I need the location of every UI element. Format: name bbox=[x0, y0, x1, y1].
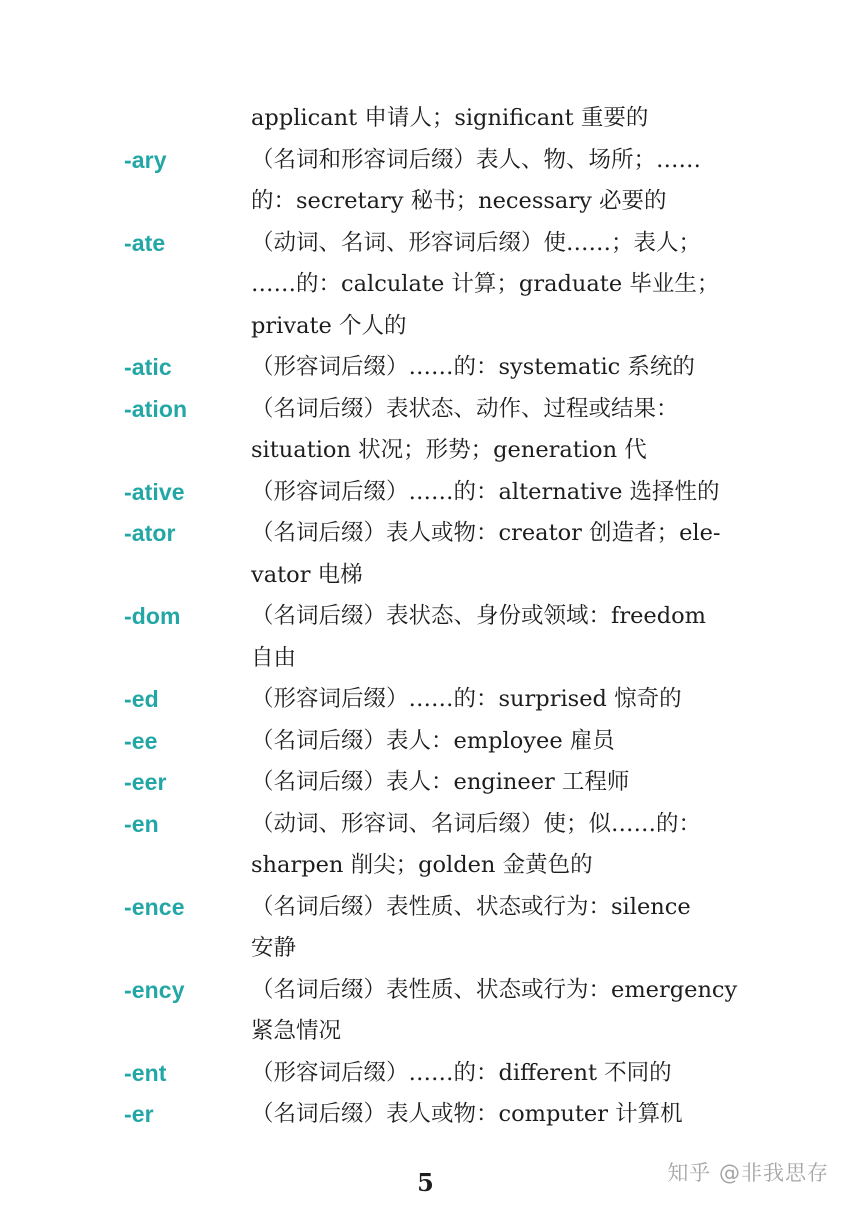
definition-line: （名词后缀）表人或物：creator 创造者；ele- bbox=[251, 520, 721, 546]
definition-line: 自由 bbox=[251, 644, 297, 671]
suffix-definition bbox=[251, 804, 725, 887]
definition-line: （动词、形容词、名词后缀）使；似……的： bbox=[251, 810, 702, 837]
suffix-definition bbox=[251, 596, 725, 679]
definition-line: private 个人的 bbox=[251, 312, 407, 339]
list-item bbox=[0, 970, 851, 1053]
list-item bbox=[0, 389, 851, 472]
definition-line: （形容词后缀）……的：different 不同的 bbox=[251, 1059, 672, 1086]
definition-line: （名词后缀）表状态、动作、过程或结果： bbox=[251, 395, 679, 422]
definition-line: 紧急情况 bbox=[251, 1018, 342, 1044]
definition-line: （形容词后缀）……的：alternative 选择性的 bbox=[251, 478, 720, 505]
list-item bbox=[0, 98, 851, 140]
suffix-term: -ed bbox=[124, 686, 159, 712]
list-item bbox=[0, 721, 851, 763]
list-item bbox=[0, 140, 851, 223]
suffix-definition bbox=[251, 887, 725, 970]
definition-line: 的：secretary 秘书；necessary 必要的 bbox=[251, 188, 667, 214]
suffix-term: -en bbox=[124, 810, 159, 837]
definition-line: （名词后缀）表状态、身份或领域：freedom bbox=[251, 603, 706, 629]
definition-line: （名词后缀）表人：engineer 工程师 bbox=[251, 769, 630, 795]
definition-line: （动词、名词、形容词后缀）使……；表人； bbox=[251, 229, 702, 256]
suffix-definition bbox=[251, 721, 725, 763]
list-item bbox=[0, 1094, 851, 1136]
list-item bbox=[0, 762, 851, 804]
definition-line: （形容词后缀）……的：systematic 系统的 bbox=[251, 354, 695, 380]
suffix-definition bbox=[251, 970, 738, 1053]
suffix-definition bbox=[251, 389, 725, 472]
suffix-definition bbox=[251, 140, 725, 223]
suffix-definition bbox=[251, 472, 725, 514]
suffix-term: -ate bbox=[124, 229, 166, 256]
definition-line: （名词和形容词后缀）表人、物、场所；…… bbox=[251, 146, 702, 173]
list-item bbox=[0, 472, 851, 514]
definition-line: （名词后缀）表性质、状态或行为：silence bbox=[251, 893, 691, 920]
suffix-definition bbox=[251, 347, 725, 389]
suffix-term: -eer bbox=[124, 769, 167, 795]
suffix-definition bbox=[251, 513, 725, 596]
suffix-definition bbox=[251, 762, 725, 804]
definition-line: sharpen 削尖；golden 金黄色的 bbox=[251, 852, 593, 878]
suffix-term: -dom bbox=[124, 603, 181, 629]
suffix-term: -ent bbox=[124, 1059, 167, 1086]
suffix-term: -atic bbox=[124, 354, 172, 380]
suffix-definition bbox=[251, 1094, 725, 1136]
suffix-term: -ator bbox=[124, 520, 176, 546]
suffix-term: -ary bbox=[124, 146, 167, 173]
suffix-definition bbox=[251, 223, 725, 348]
list-item bbox=[0, 223, 851, 348]
zhihu-watermark: 知乎 @非我思存 bbox=[667, 1161, 829, 1185]
definition-line: situation 状况；形势；generation 代 bbox=[251, 437, 647, 463]
suffix-term: -ency bbox=[124, 976, 185, 1003]
definition-line: vator 电梯 bbox=[251, 561, 363, 588]
suffix-term bbox=[0, 98, 251, 140]
definition-line: （名词后缀）表人：employee 雇员 bbox=[251, 727, 615, 754]
suffix-definition bbox=[251, 679, 725, 721]
list-item bbox=[0, 804, 851, 887]
list-item bbox=[0, 513, 851, 596]
definition-line: applicant 申请人；significant 重要的 bbox=[251, 105, 649, 131]
suffix-list bbox=[0, 98, 851, 1136]
definition-line: 安静 bbox=[251, 935, 297, 961]
definition-line: （形容词后缀）……的：surprised 惊奇的 bbox=[251, 686, 682, 712]
definition-line: （名词后缀）表人或物：computer 计算机 bbox=[251, 1101, 683, 1127]
definition-line: （名词后缀）表性质、状态或行为：emergency bbox=[251, 976, 738, 1003]
list-item bbox=[0, 1053, 851, 1095]
list-item bbox=[0, 887, 851, 970]
suffix-term: -ee bbox=[124, 727, 158, 754]
suffix-term: -er bbox=[124, 1101, 154, 1127]
suffix-term: -ation bbox=[124, 395, 188, 422]
suffix-definition bbox=[251, 98, 725, 140]
suffix-term: -ative bbox=[124, 478, 185, 505]
suffix-definition bbox=[251, 1053, 725, 1095]
suffix-term: -ence bbox=[124, 893, 185, 920]
list-item bbox=[0, 679, 851, 721]
page-number: 5 bbox=[417, 1168, 434, 1197]
list-item bbox=[0, 596, 851, 679]
definition-line: ……的：calculate 计算；graduate 毕业生； bbox=[251, 271, 720, 297]
list-item bbox=[0, 347, 851, 389]
